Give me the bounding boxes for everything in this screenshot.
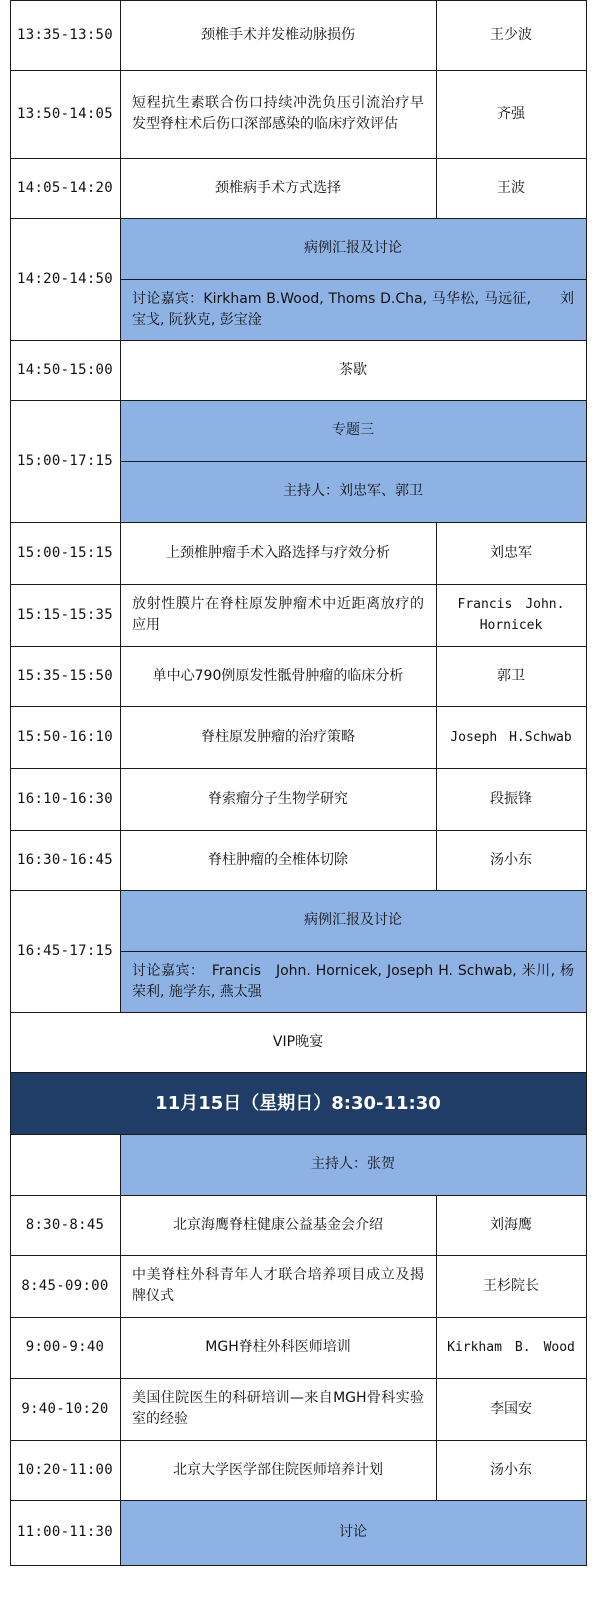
time-slot-text: 8:30-8:45 bbox=[25, 1216, 105, 1233]
time-slot bbox=[10, 400, 120, 522]
table-rule bbox=[120, 584, 121, 646]
time-slot-text: 14:05-14:20 bbox=[16, 179, 114, 196]
session-topic-text: 脊索瘤分子生物学研究 bbox=[208, 790, 348, 807]
table-rule bbox=[10, 400, 587, 401]
time-slot bbox=[10, 1440, 120, 1500]
table-rule bbox=[120, 1195, 121, 1255]
time-slot-text: 15:15-15:35 bbox=[16, 606, 114, 623]
table-rule bbox=[120, 218, 121, 340]
speaker-name-text: 王少波 bbox=[490, 26, 532, 43]
time-slot-text: 11:00-11:30 bbox=[16, 1524, 114, 1540]
table-rule bbox=[436, 1440, 437, 1500]
time-slot-text: 13:35-13:50 bbox=[16, 26, 114, 43]
section-subtitle-text: 讨论嘉宾：Kirkham B.Wood, Thoms D.Cha, 马华松, 马远征, 刘宝戈, 阮狄克, 彭宝淦 bbox=[132, 290, 574, 328]
table-rule bbox=[120, 1317, 121, 1378]
speaker-name bbox=[436, 768, 586, 830]
table-rule bbox=[10, 1012, 587, 1013]
table-rule bbox=[120, 1134, 121, 1195]
session-topic-text: 北京海鹰脊柱健康公益基金会介绍 bbox=[173, 1216, 383, 1233]
day-header bbox=[10, 1072, 586, 1134]
time-slot-text: 8:45-09:00 bbox=[21, 1277, 109, 1294]
time-slot-text: 9:40-10:20 bbox=[21, 1400, 109, 1417]
speaker-name-text: 段振锋 bbox=[490, 790, 532, 807]
section-title bbox=[120, 890, 586, 951]
speaker-name bbox=[436, 646, 586, 706]
speaker-name-text: 李国安 bbox=[490, 1400, 532, 1417]
table-rule bbox=[10, 584, 587, 585]
table-rule bbox=[586, 0, 587, 1566]
session-topic-text: 美国住院医生的科研培训—来自MGH骨科实验室的经验 bbox=[132, 1390, 424, 1427]
speaker-name-text: Joseph H.Schwab bbox=[450, 729, 572, 745]
session-topic-text: 上颈椎肿瘤手术入路选择与疗效分析 bbox=[166, 544, 390, 561]
table-rule bbox=[120, 522, 121, 584]
speaker-name bbox=[436, 1378, 586, 1440]
time-slot-text: 14:20-14:50 bbox=[16, 270, 114, 287]
session-topic bbox=[120, 1195, 436, 1255]
table-rule bbox=[10, 158, 587, 159]
session-topic bbox=[120, 706, 436, 768]
time-slot bbox=[10, 646, 120, 706]
table-rule bbox=[10, 768, 587, 769]
session-topic-text: MGH脊柱外科医师培训 bbox=[205, 1339, 351, 1355]
section-subtitle bbox=[120, 279, 586, 340]
time-slot bbox=[10, 1195, 120, 1255]
host-row bbox=[120, 1134, 586, 1195]
speaker-name-text: Kirkham B. Wood bbox=[447, 1340, 575, 1355]
time-slot-text: 15:00-17:15 bbox=[16, 452, 114, 469]
time-slot bbox=[10, 1378, 120, 1440]
table-rule bbox=[10, 1378, 587, 1379]
time-slot bbox=[10, 1500, 120, 1565]
section-subtitle-text: 讨论嘉宾： Francis John. Hornicek, Joseph H. Schwab, 米川, 杨荣利, 施学东, 燕太强 bbox=[132, 962, 574, 1000]
table-rule bbox=[10, 1255, 587, 1256]
table-rule bbox=[10, 70, 587, 71]
speaker-name bbox=[436, 1255, 586, 1317]
session-topic bbox=[120, 70, 436, 158]
speaker-name bbox=[436, 830, 586, 890]
time-slot bbox=[10, 830, 120, 890]
table-rule bbox=[120, 951, 586, 952]
section-subtitle bbox=[120, 951, 586, 1012]
time-slot-text: 16:45-17:15 bbox=[16, 942, 114, 959]
section-title bbox=[120, 218, 586, 279]
section-subtitle-text: 主持人：刘忠军、郭卫 bbox=[283, 483, 423, 499]
table-rule bbox=[10, 0, 587, 1]
table-rule bbox=[120, 158, 121, 218]
full-row-item-text: VIP晚宴 bbox=[272, 1033, 324, 1050]
table-rule bbox=[436, 584, 437, 646]
time-slot-text: 16:30-16:45 bbox=[16, 851, 114, 868]
table-rule bbox=[436, 1378, 437, 1440]
session-topic-text: 北京大学医学部住院医师培养计划 bbox=[173, 1461, 383, 1478]
full-row-item-text: 讨论 bbox=[339, 1524, 367, 1540]
table-rule bbox=[120, 461, 586, 462]
time-slot bbox=[10, 768, 120, 830]
session-topic-text: 脊柱肿瘤的全椎体切除 bbox=[208, 851, 348, 868]
table-rule bbox=[436, 1195, 437, 1255]
table-rule bbox=[120, 1378, 121, 1440]
speaker-name-text: 齐强 bbox=[497, 105, 525, 122]
time-slot-text: 16:10-16:30 bbox=[16, 790, 114, 807]
speaker-name bbox=[436, 706, 586, 768]
time-slot bbox=[10, 706, 120, 768]
table-rule bbox=[10, 0, 11, 1566]
section-title-text: 病例汇报及讨论 bbox=[304, 240, 402, 256]
session-topic-text: 单中心790例原发性骶骨肿瘤的临床分析 bbox=[152, 667, 404, 684]
session-topic bbox=[120, 584, 436, 646]
session-topic bbox=[120, 830, 436, 890]
speaker-name bbox=[436, 1317, 586, 1378]
session-topic bbox=[120, 1440, 436, 1500]
time-slot bbox=[10, 584, 120, 646]
table-rule bbox=[120, 1255, 121, 1317]
table-rule bbox=[10, 646, 587, 647]
table-rule bbox=[10, 340, 587, 341]
session-topic-text: 中美脊柱外科青年人才联合培养项目成立及揭牌仪式 bbox=[132, 1267, 424, 1304]
table-rule bbox=[436, 1317, 437, 1378]
time-slot bbox=[10, 70, 120, 158]
table-rule bbox=[10, 1195, 587, 1196]
table-rule bbox=[120, 279, 586, 280]
session-topic bbox=[120, 768, 436, 830]
table-rule bbox=[10, 218, 587, 219]
session-topic-text: 颈椎手术并发椎动脉损伤 bbox=[201, 26, 355, 43]
time-slot bbox=[10, 158, 120, 218]
speaker-name bbox=[436, 1195, 586, 1255]
session-topic bbox=[120, 1378, 436, 1440]
time-slot bbox=[10, 1255, 120, 1317]
session-topic-text: 颈椎病手术方式选择 bbox=[215, 179, 341, 196]
table-rule bbox=[436, 70, 437, 158]
time-slot-text: 10:20-11:00 bbox=[16, 1461, 114, 1478]
full-row-item bbox=[120, 340, 586, 400]
table-rule bbox=[436, 830, 437, 890]
full-row-item-text: 茶歇 bbox=[339, 361, 367, 378]
speaker-name-text: Francis John. Hornicek bbox=[457, 597, 565, 633]
table-rule bbox=[10, 1565, 587, 1566]
speaker-name-text: 汤小东 bbox=[490, 851, 532, 868]
session-topic bbox=[120, 522, 436, 584]
time-slot bbox=[10, 218, 120, 340]
time-slot-text: 15:35-15:50 bbox=[16, 667, 114, 684]
section-title-text: 专题三 bbox=[332, 422, 374, 438]
table-rule bbox=[10, 1317, 587, 1318]
time-slot bbox=[10, 890, 120, 1012]
session-topic-text: 短程抗生素联合伤口持续冲洗负压引流治疗早发型脊柱术后伤口深部感染的临床疗效评估 bbox=[132, 95, 424, 132]
section-title-text: 病例汇报及讨论 bbox=[304, 912, 402, 928]
table-rule bbox=[10, 522, 587, 523]
speaker-name bbox=[436, 584, 586, 646]
section-subtitle bbox=[120, 461, 586, 522]
table-rule bbox=[436, 646, 437, 706]
full-row-item bbox=[10, 1012, 586, 1072]
table-rule bbox=[436, 522, 437, 584]
session-topic bbox=[120, 646, 436, 706]
table-rule bbox=[120, 768, 121, 830]
time-slot bbox=[10, 340, 120, 400]
table-rule bbox=[436, 706, 437, 768]
table-rule bbox=[436, 158, 437, 218]
table-rule bbox=[10, 830, 587, 831]
table-rule bbox=[120, 706, 121, 768]
table-rule bbox=[436, 768, 437, 830]
speaker-name-text: 王波 bbox=[497, 179, 525, 196]
full-row-item bbox=[120, 1500, 586, 1565]
section-title bbox=[120, 400, 586, 461]
table-rule bbox=[120, 1440, 121, 1500]
table-rule bbox=[120, 400, 121, 522]
table-rule bbox=[120, 890, 121, 1012]
table-rule bbox=[10, 1440, 587, 1441]
time-slot bbox=[10, 0, 120, 70]
speaker-name-text: 刘忠军 bbox=[490, 544, 532, 561]
table-rule bbox=[120, 646, 121, 706]
time-slot bbox=[10, 522, 120, 584]
speaker-name bbox=[436, 0, 586, 70]
session-topic-text: 放射性膜片在脊柱原发肿瘤术中近距离放疗的应用 bbox=[132, 596, 424, 633]
speaker-name-text: 汤小东 bbox=[490, 1461, 532, 1478]
host-row-text: 主持人：张贺 bbox=[311, 1156, 395, 1172]
time-slot-text: 14:50-15:00 bbox=[16, 361, 114, 378]
time-slot-text: 15:50-16:10 bbox=[16, 728, 114, 745]
session-topic bbox=[120, 158, 436, 218]
speaker-name-text: 王杉院长 bbox=[483, 1277, 539, 1294]
session-topic bbox=[120, 0, 436, 70]
table-rule bbox=[10, 1500, 587, 1501]
day-header-text: 11月15日（星期日）8:30-11:30 bbox=[155, 1092, 441, 1114]
time-slot-text: 13:50-14:05 bbox=[16, 105, 114, 122]
speaker-name-text: 郭卫 bbox=[497, 667, 525, 684]
time-slot-text: 9:00-9:40 bbox=[25, 1339, 105, 1355]
table-rule bbox=[120, 830, 121, 890]
session-topic bbox=[120, 1255, 436, 1317]
table-rule bbox=[10, 1072, 587, 1073]
table-rule bbox=[120, 70, 121, 158]
session-topic bbox=[120, 1317, 436, 1378]
speaker-name-text: 刘海鹰 bbox=[490, 1216, 532, 1233]
table-rule bbox=[10, 706, 587, 707]
table-rule bbox=[120, 0, 121, 70]
table-rule bbox=[436, 1255, 437, 1317]
table-rule bbox=[10, 890, 587, 891]
speaker-name bbox=[436, 522, 586, 584]
table-rule bbox=[120, 1500, 121, 1565]
speaker-name bbox=[436, 158, 586, 218]
table-rule bbox=[436, 0, 437, 70]
table-rule bbox=[120, 340, 121, 400]
time-slot bbox=[10, 1317, 120, 1378]
session-topic-text: 脊柱原发肿瘤的治疗策略 bbox=[201, 728, 355, 745]
table-rule bbox=[10, 1134, 587, 1135]
time-slot-text: 15:00-15:15 bbox=[16, 544, 114, 561]
speaker-name bbox=[436, 70, 586, 158]
speaker-name bbox=[436, 1440, 586, 1500]
